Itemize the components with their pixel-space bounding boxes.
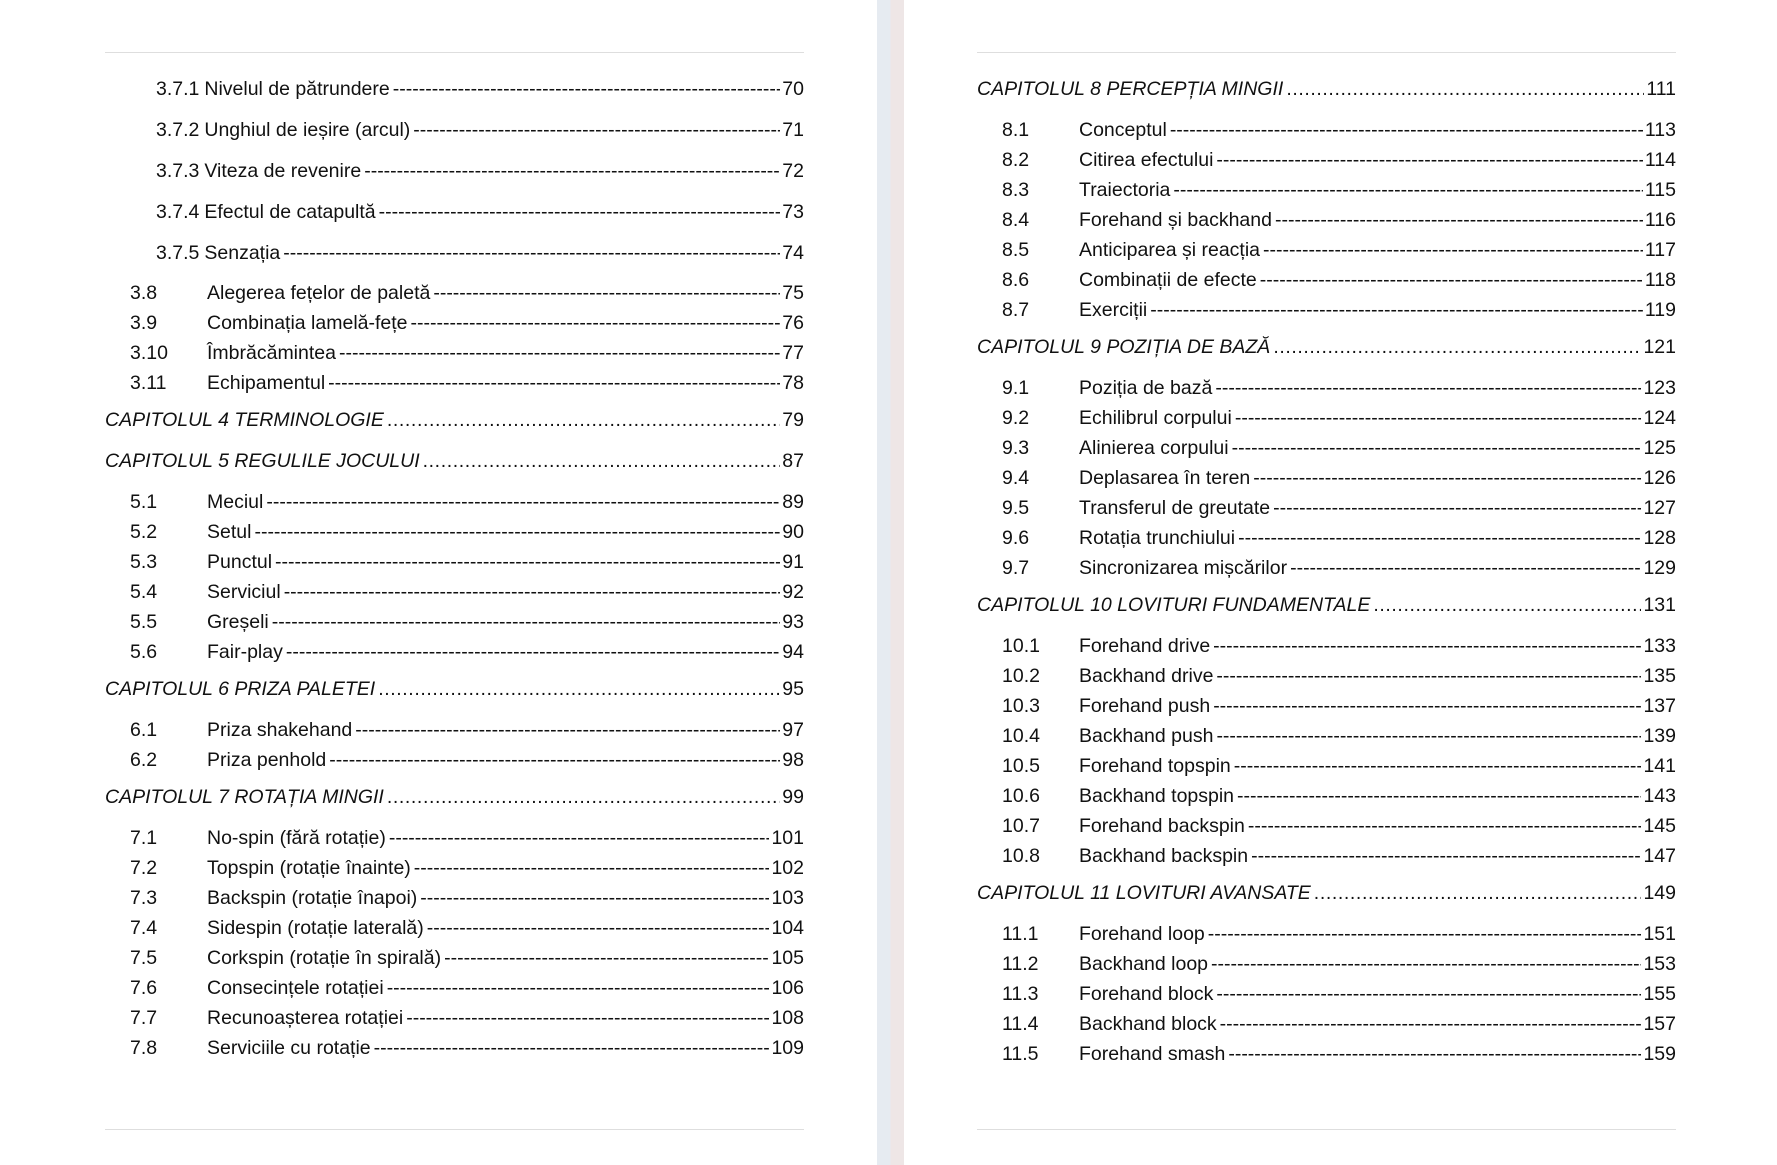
toc-page-number: 126 [1643, 467, 1676, 489]
toc-leader [378, 676, 780, 702]
toc-page-number: 99 [782, 786, 804, 808]
toc-leader [1216, 723, 1641, 749]
toc-entry-number: 3.9 [130, 312, 158, 334]
toc-leader [1216, 147, 1643, 173]
toc-entry-title: Recunoașterea rotației [207, 1007, 404, 1029]
toc-entry-number: 8.6 [1002, 269, 1030, 291]
toc-entry-title: Greșeli [207, 611, 269, 633]
toc-entry-number: 3.7.1 [156, 78, 200, 100]
toc-section-entry[interactable] [105, 76, 804, 102]
footer-rule [105, 1129, 804, 1130]
toc-leader [1228, 1041, 1641, 1067]
toc-entry-title: Forehand drive [1079, 635, 1211, 657]
toc-leader [423, 448, 781, 474]
toc-entry-number: 9.4 [1002, 467, 1030, 489]
toc-entry-title: CAPITOLUL 6 PRIZA PALETEI [105, 678, 376, 700]
toc-entry-title: Priza penhold [207, 749, 327, 771]
toc-leader [272, 609, 781, 635]
toc-section-entry[interactable] [977, 951, 1676, 977]
toc-leader [1150, 297, 1643, 323]
toc-section-entry[interactable] [977, 375, 1676, 401]
toc-section-entry[interactable] [977, 555, 1676, 581]
toc-entry-title: Forehand smash [1079, 1043, 1226, 1065]
toc-section-entry[interactable] [105, 370, 804, 396]
toc-page-number: 153 [1643, 953, 1676, 975]
toc-leader [1275, 207, 1643, 233]
toc-leader [1173, 177, 1643, 203]
toc-leader [329, 747, 780, 773]
toc-page-number: 113 [1644, 119, 1676, 141]
toc-entry-number: 9.5 [1002, 497, 1030, 519]
toc-entry-title: CAPITOLUL 11 LOVITURI AVANSATE [977, 882, 1311, 904]
toc-entry-title: Backhand backspin [1079, 845, 1249, 867]
toc-entry-title: Unghiul de ieșire (arcul) [204, 119, 411, 141]
toc-entry-title: Priza shakehand [207, 719, 353, 741]
toc-entry-title: No-spin (fără rotație) [207, 827, 386, 849]
toc-leader [1251, 843, 1641, 869]
toc-entry-title: CAPITOLUL 4 TERMINOLOGIE [105, 409, 384, 431]
toc-entry-title: Forehand topspin [1079, 755, 1231, 777]
toc-entry-number: 11.5 [1002, 1043, 1039, 1065]
toc-section-entry[interactable] [977, 495, 1676, 521]
toc-section-entry[interactable] [105, 855, 804, 881]
toc-leader [1263, 237, 1643, 263]
toc-page-number: 155 [1643, 983, 1676, 1005]
toc-entry-title: Viteza de revenire [204, 160, 362, 182]
toc-page-number: 139 [1643, 725, 1676, 747]
toc-section-entry[interactable] [105, 519, 804, 545]
toc-entry-number: 7.8 [130, 1037, 158, 1059]
toc-entry-number: 11.4 [1002, 1013, 1039, 1035]
toc-leader [413, 117, 780, 143]
toc-leader [1314, 880, 1642, 906]
toc-page-number: 123 [1643, 377, 1676, 399]
toc-page-number: 106 [771, 977, 804, 999]
toc-section-entry[interactable] [977, 633, 1676, 659]
toc-entry-number: 7.7 [130, 1007, 158, 1029]
toc-entry-title: CAPITOLUL 5 REGULILE JOCULUI [105, 450, 420, 472]
toc-chapter-entry[interactable] [105, 676, 804, 702]
toc-leader [414, 855, 770, 881]
toc-page-number: 135 [1643, 665, 1676, 687]
toc-page-number: 127 [1643, 497, 1676, 519]
toc-leader [387, 784, 780, 810]
toc-leader [283, 240, 780, 266]
toc-leader [1215, 375, 1641, 401]
toc-page-number: 76 [782, 312, 804, 334]
toc-page-number: 141 [1643, 755, 1676, 777]
toc-entry-number: 8.7 [1002, 299, 1030, 321]
toc-section-entry[interactable] [105, 609, 804, 635]
toc-entry-title: Backhand block [1079, 1013, 1217, 1035]
toc-entry-title: Traiectoria [1079, 179, 1171, 201]
toc-page-number: 137 [1643, 695, 1676, 717]
toc-page-number: 114 [1644, 149, 1676, 171]
toc-page-number: 90 [782, 521, 804, 543]
toc-leader [1213, 633, 1641, 659]
toc-page-number: 117 [1644, 239, 1676, 261]
toc-page-number: 97 [782, 719, 804, 741]
toc-page-number: 149 [1643, 882, 1676, 904]
toc-entry-title: Backhand topspin [1079, 785, 1235, 807]
toc-entry-title: Setul [207, 521, 252, 543]
toc-entry-number: 5.4 [130, 581, 158, 603]
toc-section-entry[interactable] [105, 1035, 804, 1061]
toc-entry-title: Backhand push [1079, 725, 1214, 747]
toc-entry-number: 5.1 [130, 491, 158, 513]
toc-entry-title: Forehand backspin [1079, 815, 1245, 837]
toc-entry-title: Alegerea fețelor de paletă [207, 282, 431, 304]
toc-page-number: 87 [782, 450, 804, 472]
toc-entry-number: 7.2 [130, 857, 158, 879]
toc-entry-title: Poziția de bază [1079, 377, 1213, 399]
toc-chapter-entry[interactable] [105, 784, 804, 810]
toc-leader [379, 199, 781, 225]
toc-page-number: 98 [782, 749, 804, 771]
toc-entry-title: Exerciții [1079, 299, 1148, 321]
toc-leader [1273, 334, 1641, 360]
toc-entry-title: Forehand push [1079, 695, 1211, 717]
toc-section-entry[interactable] [977, 525, 1676, 551]
toc-entry-title: Forehand block [1079, 983, 1214, 1005]
toc-entry-title: Sidespin (rotație laterală) [207, 917, 424, 939]
toc-section-entry[interactable] [105, 240, 804, 266]
toc-section-entry[interactable] [105, 117, 804, 143]
toc-page-number: 91 [782, 551, 804, 573]
left-page [0, 0, 877, 1165]
toc-leader [364, 158, 780, 184]
toc-leader [444, 945, 769, 971]
toc-entry-number: 10.3 [1002, 695, 1040, 717]
toc-page-number: 89 [782, 491, 804, 513]
toc-page-number: 116 [1644, 209, 1676, 231]
toc-entry-number: 7.3 [130, 887, 158, 909]
toc-section-entry[interactable] [977, 1041, 1676, 1067]
toc-entry-number: 5.3 [130, 551, 158, 573]
toc-page-number: 145 [1643, 815, 1676, 837]
toc-entry-title: CAPITOLUL 7 ROTAȚIA MINGII [105, 786, 384, 808]
toc-page-number: 72 [782, 160, 804, 182]
toc-entry-title: Consecințele rotației [207, 977, 384, 999]
toc-leader [387, 975, 770, 1001]
toc-entry-number: 7.4 [130, 917, 158, 939]
toc-section-entry[interactable] [105, 885, 804, 911]
toc-page-number: 121 [1643, 336, 1676, 358]
toc-leader [339, 340, 780, 366]
toc-entry-number: 6.2 [130, 749, 158, 771]
toc-leader [387, 407, 780, 433]
toc-entry-number: 3.8 [130, 282, 158, 304]
toc-entry-title: Efectul de catapultă [204, 201, 376, 223]
toc-section-entry[interactable] [977, 693, 1676, 719]
toc-leader [1253, 465, 1641, 491]
toc-entry-number: 7.1 [130, 827, 158, 849]
toc-page-number: 102 [771, 857, 804, 879]
toc-entry-title: CAPITOLUL 10 LOVITURI FUNDAMENTALE [977, 594, 1371, 616]
toc-page-number: 131 [1643, 594, 1676, 616]
toc-page-number: 111 [1646, 78, 1676, 100]
toc-entry-number: 6.1 [130, 719, 158, 741]
toc-leader [286, 639, 780, 665]
toc-section-entry[interactable] [977, 921, 1676, 947]
toc-page-number: 143 [1643, 785, 1676, 807]
toc-leader [1237, 783, 1641, 809]
toc-entry-number: 11.3 [1002, 983, 1039, 1005]
toc-entry-number: 3.11 [130, 372, 167, 394]
footer-rule [977, 1129, 1676, 1130]
toc-entry-number: 8.5 [1002, 239, 1030, 261]
toc-entry-title: Corkspin (rotație în spirală) [207, 947, 442, 969]
toc-entry-number: 11.2 [1002, 953, 1039, 975]
toc-section-entry[interactable] [105, 825, 804, 851]
toc-entry-title: Citirea efectului [1079, 149, 1214, 171]
toc-leader [1238, 525, 1641, 551]
toc-page-number: 104 [771, 917, 804, 939]
toc-entry-number: 3.10 [130, 342, 168, 364]
toc-entry-number: 3.7.2 [156, 119, 200, 141]
toc-page-number: 94 [782, 641, 804, 663]
toc-leader [1208, 921, 1642, 947]
toc-leader [275, 549, 780, 575]
toc-chapter-entry[interactable] [977, 592, 1676, 618]
toc-leader [1235, 405, 1642, 431]
toc-entry-number: 10.5 [1002, 755, 1040, 777]
toc-page-number: 95 [782, 678, 804, 700]
toc-leader [1170, 117, 1643, 143]
toc-entry-number: 11.1 [1002, 923, 1039, 945]
toc-entry-number: 8.4 [1002, 209, 1030, 231]
toc-section-entry[interactable] [105, 579, 804, 605]
toc-page-number: 75 [782, 282, 804, 304]
toc-section-entry[interactable] [977, 147, 1676, 173]
toc-leader [1211, 951, 1641, 977]
toc-left [0, 0, 877, 1165]
toc-section-entry[interactable] [977, 843, 1676, 869]
toc-entry-number: 9.2 [1002, 407, 1030, 429]
toc-page-number: 78 [782, 372, 804, 394]
toc-section-entry[interactable] [105, 280, 804, 306]
toc-entry-title: Forehand și backhand [1079, 209, 1272, 231]
toc-section-entry[interactable] [977, 405, 1676, 431]
toc-section-entry[interactable] [105, 717, 804, 743]
toc-page-number: 118 [1644, 269, 1676, 291]
toc-entry-title: Serviciile cu rotație [207, 1037, 371, 1059]
toc-entry-number: 5.2 [130, 521, 158, 543]
toc-entry-number: 9.7 [1002, 557, 1030, 579]
toc-section-entry[interactable] [977, 663, 1676, 689]
toc-entry-title: Senzația [204, 242, 281, 264]
toc-entry-number: 3.7.5 [156, 242, 200, 264]
toc-section-entry[interactable] [105, 975, 804, 1001]
toc-section-entry[interactable] [105, 549, 804, 575]
toc-entry-number: 8.3 [1002, 179, 1030, 201]
toc-leader [1213, 693, 1641, 719]
toc-section-entry[interactable] [977, 723, 1676, 749]
toc-entry-title: Sincronizarea mișcărilor [1079, 557, 1288, 579]
toc-entry-number: 10.1 [1002, 635, 1040, 657]
toc-leader [406, 1005, 769, 1031]
toc-right [904, 0, 1777, 1165]
toc-page-number: 115 [1644, 179, 1676, 201]
toc-section-entry[interactable] [977, 465, 1676, 491]
toc-entry-title: Alinierea corpului [1079, 437, 1229, 459]
toc-entry-title: Anticiparea și reacția [1079, 239, 1261, 261]
toc-entry-number: 7.5 [130, 947, 158, 969]
toc-leader [1234, 753, 1642, 779]
toc-page-number: 79 [782, 409, 804, 431]
toc-entry-number: 9.6 [1002, 527, 1030, 549]
toc-entry-number: 5.6 [130, 641, 158, 663]
toc-section-entry[interactable] [105, 915, 804, 941]
toc-entry-number: 8.1 [1002, 119, 1030, 141]
toc-entry-title: Fair-play [207, 641, 283, 663]
toc-page-number: 133 [1643, 635, 1676, 657]
toc-page-number: 74 [782, 242, 804, 264]
toc-entry-title: Topspin (rotație înainte) [207, 857, 411, 879]
toc-entry-number: 8.2 [1002, 149, 1030, 171]
toc-page-number: 71 [782, 119, 804, 141]
toc-leader [1286, 76, 1644, 102]
toc-section-entry[interactable] [105, 1005, 804, 1031]
toc-page-number: 125 [1643, 437, 1676, 459]
toc-page-number: 109 [771, 1037, 804, 1059]
toc-chapter-entry[interactable] [977, 334, 1676, 360]
toc-entry-number: 5.5 [130, 611, 158, 633]
toc-page-number: 92 [782, 581, 804, 603]
toc-page-number: 70 [782, 78, 804, 100]
toc-section-entry[interactable] [977, 177, 1676, 203]
toc-page-number: 119 [1644, 299, 1676, 321]
toc-page-number: 105 [771, 947, 804, 969]
toc-chapter-entry[interactable] [977, 880, 1676, 906]
toc-section-entry[interactable] [105, 158, 804, 184]
toc-page-number: 157 [1643, 1013, 1676, 1035]
toc-entry-title: Meciul [207, 491, 264, 513]
page-gutter [877, 0, 904, 1165]
toc-chapter-entry[interactable] [977, 76, 1676, 102]
toc-entry-title: Echilibrul corpului [1079, 407, 1232, 429]
toc-page-number: 73 [782, 201, 804, 223]
toc-entry-title: Echipamentul [207, 372, 326, 394]
toc-entry-number: 10.7 [1002, 815, 1040, 837]
toc-entry-title: Conceptul [1079, 119, 1167, 141]
toc-entry-title: Rotația trunchiului [1079, 527, 1236, 549]
toc-page-number: 151 [1643, 923, 1676, 945]
toc-leader [427, 915, 770, 941]
toc-leader [1260, 267, 1643, 293]
toc-leader [1373, 592, 1641, 618]
toc-entry-title: CAPITOLUL 8 PERCEPȚIA MINGII [977, 78, 1284, 100]
toc-leader [411, 310, 781, 336]
toc-leader [433, 280, 780, 306]
toc-entry-title: Backhand loop [1079, 953, 1209, 975]
toc-leader [374, 1035, 770, 1061]
toc-section-entry[interactable] [105, 340, 804, 366]
toc-leader [1232, 435, 1642, 461]
toc-section-entry[interactable] [977, 117, 1676, 143]
toc-page-number: 128 [1643, 527, 1676, 549]
toc-leader [420, 885, 769, 911]
toc-entry-number: 3.7.3 [156, 160, 200, 182]
toc-section-entry[interactable] [977, 1011, 1676, 1037]
toc-section-entry[interactable] [977, 207, 1676, 233]
toc-entry-number: 10.6 [1002, 785, 1040, 807]
toc-leader [1216, 663, 1641, 689]
toc-leader [355, 717, 780, 743]
toc-page-number: 77 [782, 342, 804, 364]
toc-leader [284, 579, 781, 605]
toc-entry-number: 7.6 [130, 977, 158, 999]
toc-leader [254, 519, 780, 545]
toc-entry-title: Combinația lamelă-fețe [207, 312, 408, 334]
toc-entry-title: CAPITOLUL 9 POZIȚIA DE BAZĂ [977, 336, 1271, 358]
toc-section-entry[interactable] [105, 310, 804, 336]
toc-entry-title: Punctul [207, 551, 273, 573]
toc-entry-title: Serviciul [207, 581, 281, 603]
toc-section-entry[interactable] [977, 237, 1676, 263]
toc-leader [1248, 813, 1642, 839]
toc-chapter-entry[interactable] [105, 448, 804, 474]
toc-page-number: 159 [1643, 1043, 1676, 1065]
toc-entry-title: Backhand drive [1079, 665, 1214, 687]
toc-leader [266, 489, 780, 515]
toc-entry-title: Combinații de efecte [1079, 269, 1257, 291]
toc-entry-title: Forehand loop [1079, 923, 1205, 945]
toc-section-entry[interactable] [977, 783, 1676, 809]
toc-chapter-entry[interactable] [105, 407, 804, 433]
toc-entry-title: Nivelul de pătrundere [204, 78, 390, 100]
toc-leader [1220, 1011, 1642, 1037]
toc-page-number: 129 [1643, 557, 1676, 579]
toc-entry-title: Îmbrăcămintea [207, 342, 336, 364]
toc-section-entry[interactable] [977, 435, 1676, 461]
toc-entry-number: 10.8 [1002, 845, 1040, 867]
toc-page-number: 103 [771, 887, 804, 909]
toc-leader [1216, 981, 1641, 1007]
toc-entry-number: 10.2 [1002, 665, 1040, 687]
right-page [904, 0, 1777, 1165]
toc-entry-number: 10.4 [1002, 725, 1040, 747]
toc-page-number: 147 [1643, 845, 1676, 867]
toc-section-entry[interactable] [977, 267, 1676, 293]
toc-page-number: 124 [1643, 407, 1676, 429]
toc-page-number: 101 [771, 827, 804, 849]
toc-entry-number: 9.1 [1002, 377, 1030, 399]
toc-section-entry[interactable] [105, 639, 804, 665]
toc-page-number: 108 [771, 1007, 804, 1029]
toc-section-entry[interactable] [977, 297, 1676, 323]
toc-section-entry[interactable] [105, 945, 804, 971]
toc-entry-title: Backspin (rotație înapoi) [207, 887, 418, 909]
toc-entry-number: 9.3 [1002, 437, 1030, 459]
toc-section-entry[interactable] [977, 981, 1676, 1007]
toc-section-entry[interactable] [105, 489, 804, 515]
toc-section-entry[interactable] [977, 813, 1676, 839]
toc-section-entry[interactable] [105, 199, 804, 225]
toc-entry-title: Deplasarea în teren [1079, 467, 1251, 489]
toc-section-entry[interactable] [977, 753, 1676, 779]
toc-leader [389, 825, 770, 851]
toc-leader [1273, 495, 1641, 521]
toc-entry-title: Transferul de greutate [1079, 497, 1271, 519]
toc-entry-number: 3.7.4 [156, 201, 200, 223]
toc-section-entry[interactable] [105, 747, 804, 773]
toc-leader [393, 76, 781, 102]
toc-leader [328, 370, 780, 396]
toc-page-number: 93 [782, 611, 804, 633]
toc-leader [1290, 555, 1641, 581]
